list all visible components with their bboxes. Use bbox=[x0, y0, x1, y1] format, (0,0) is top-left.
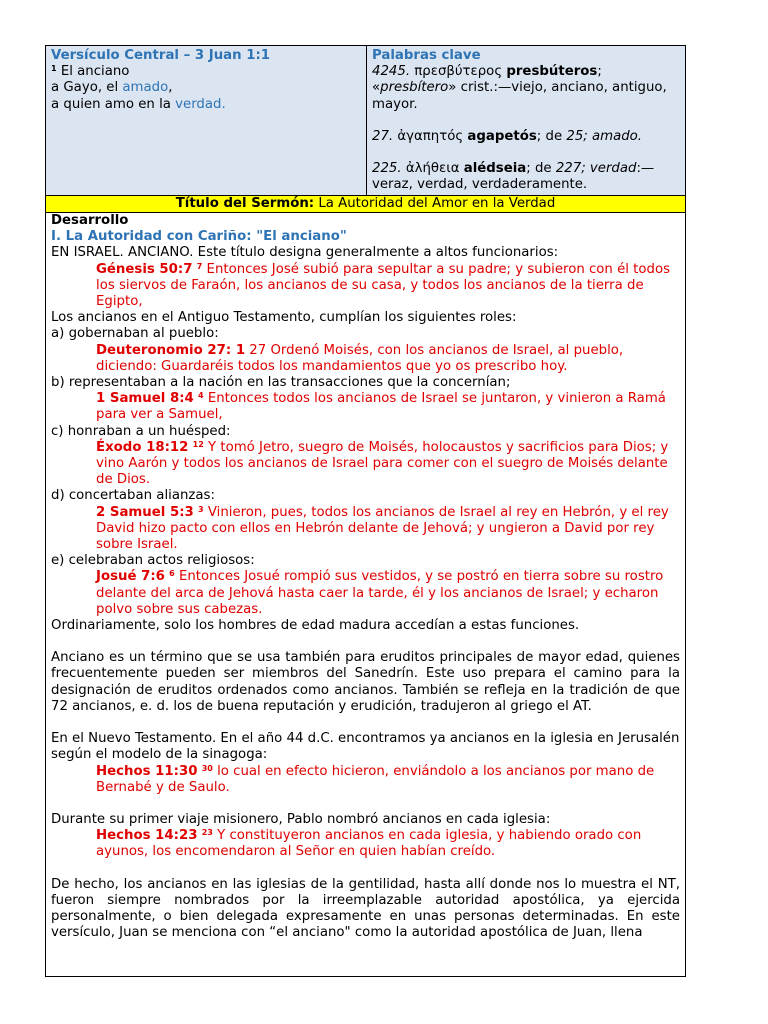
scripture-reference: Hechos 11:30 $^{30}$ lo cual en efecto hicieron, enviándolo a los ancianos por mano de Bernabé y de Saulo. bbox=[96, 763, 655, 795]
list-item: e) celebraban actos religiosos: bbox=[51, 553, 255, 569]
keywords-title: Palabras clave bbox=[372, 48, 481, 63]
sermon-title-bar bbox=[46, 196, 685, 213]
sermon-title: La Autoridad del Amor en la Verdad bbox=[314, 196, 556, 211]
scripture-reference: Hechos 14:23 $^{23}$ Y constituyeron ancianos en cada iglesia, y habiendo orado con ayunos, los encomendaron al Señor en quien habían creído. bbox=[96, 828, 642, 860]
sermon-title-label: Título del Sermón: bbox=[175, 196, 315, 211]
paragraph: EN ISRAEL. ANCIANO. Este título designa generalmente a altos funcionarios: bbox=[51, 245, 559, 261]
paragraph: Los ancianos en el Antiguo Testamento, cumplían los siguientes roles: bbox=[51, 310, 517, 326]
keywords-cell bbox=[367, 46, 685, 195]
paragraph: De hecho, los ancianos en las iglesias de la gentilidad, hasta allí donde nos lo muestra el NT, fueron siempre nombrados por la irreemplazable autoridad apostólica, ya ejercida personalmente, o bien delegada expresamente en unas personas determinadas. En este versículo, Juan se menciona con “el anciano" como la autoridad apostólica de Juan, llena bbox=[51, 876, 680, 941]
list-item: c) honraban a un huésped: bbox=[51, 423, 231, 439]
paragraph: Anciano es un término que se usa también para eruditos principales de mayor edad, quienes frecuentemente pueden ser miembros del Sanedrín. Este uso prepara el camino para la designación de eruditos ordenados como ancianos. También se refleja en la tradición de que 72 ancianos, e. d. los de buena reputación y erudición, tradujeron al griego el AT. bbox=[51, 650, 680, 714]
sermon-body bbox=[46, 213, 685, 941]
scripture-reference: Deuteronomio 27: 1 27 Ordenó Moisés, con los ancianos de Israel, al pueblo, diciendo: Guardaréis todos los mandamientos que yo os prescribo hoy. bbox=[96, 342, 624, 374]
verse-line-1: $^1$ El anciano bbox=[51, 64, 130, 80]
keyword-aledseia: 225. ἀλήθεια alédseia; de 227; verdad:—veraz, verdad, verdaderamente. bbox=[372, 161, 655, 193]
scripture-reference: Génesis 50:7 $^7$ Entonces José subió para sepultar a su padre; y subieron con él todos los siervos de Faraón, los ancianos de su casa, y todos los ancianos de la tierra de Egipto, bbox=[96, 261, 671, 310]
scripture-reference: Éxodo 18:12 $^{12}$ Y tomó Jetro, suegro de Moisés, holocaustos y sacrificios para Dios; y vino Aarón y todos los ancianos de Israel para comer con el suegro de Moisés delante de Dios. bbox=[96, 439, 669, 488]
central-verse-cell bbox=[46, 46, 367, 195]
header-row bbox=[46, 46, 685, 196]
scripture-reference: Josué 7:6 $^6$ Entonces Josué rompió sus vestidos, y se postró en tierra sobre su rostro delante del arca de Jehová hasta caer la tarde, él y los ancianos de Israel; y echaron polvo sobre sus cabezas. bbox=[96, 569, 664, 617]
central-verse-title: Versículo Central – 3 Juan 1:1 bbox=[51, 48, 271, 63]
paragraph: Durante su primer viaje misionero, Pablo nombró ancianos en cada iglesia: bbox=[51, 811, 551, 827]
document-table bbox=[45, 45, 686, 977]
section-1-title: I. La Autoridad con Cariño: "El anciano" bbox=[51, 229, 347, 245]
verse-line-3: a quien amo en la verdad. bbox=[51, 96, 226, 112]
keyword-presbuteros: 4245. πρεσβύτερος presbúteros; «presbítero» crist.:—viejo, anciano, antiguo, mayor. bbox=[372, 64, 667, 112]
keyword-agapetos: 27. ἀγαπητός agapetós; de 25; amado. bbox=[372, 128, 643, 144]
list-item: d) concertaban alianzas: bbox=[51, 488, 215, 504]
verse-line-2: a Gayo, el amado, bbox=[51, 80, 173, 96]
paragraph: Ordinariamente, solo los hombres de edad madura accedían a estas funciones. bbox=[51, 618, 580, 634]
scripture-reference: 1 Samuel 8:4 $^4$ Entonces todos los ancianos de Israel se juntaron, y vinieron a Ramá para ver a Samuel, bbox=[96, 391, 666, 423]
paragraph: En el Nuevo Testamento. En el año 44 d.C. encontramos ya ancianos en la iglesia en Jerusalén según el modelo de la sinagoga: bbox=[51, 731, 680, 763]
list-item: a) gobernaban al pueblo: bbox=[51, 326, 219, 342]
section-heading: Desarrollo bbox=[51, 213, 129, 228]
list-item: b) representaban a la nación en las transacciones que la concernían; bbox=[51, 375, 511, 391]
scripture-reference: 2 Samuel 5:3 $^3$ Vinieron, pues, todos los ancianos de Israel al rey en Hebrón, y el rey David hizo pacto con ellos en Hebrón delante de Jehová; y ungieron a David por rey sobre Israel. bbox=[96, 504, 669, 553]
